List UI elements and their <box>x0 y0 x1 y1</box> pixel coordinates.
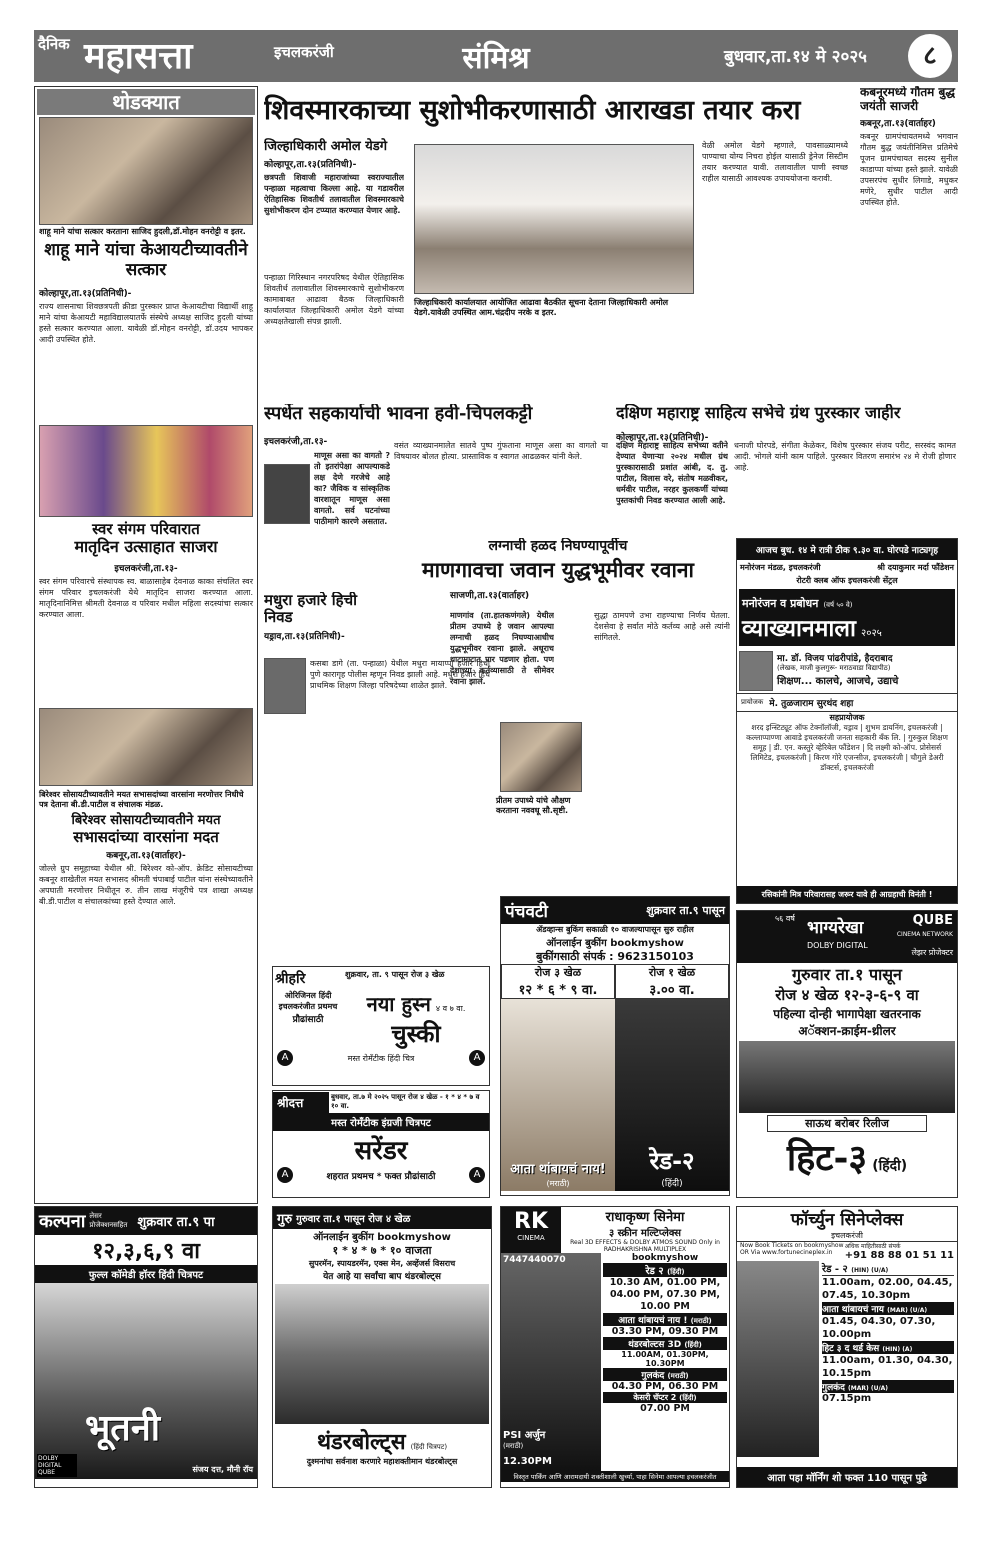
briefs-header: थोडक्यात <box>37 89 255 115</box>
lecture-banner <box>739 589 955 646</box>
madhura-headline: मधुरा हजारे हिची निवड <box>264 592 358 627</box>
sahakar-photo <box>264 464 310 524</box>
rk-m3: थंडरबोल्टस 3D <box>628 1340 682 1350</box>
bhagyarekha-line1: पहिल्या दोन्ही भागापेक्षा खतरनाक <box>773 1007 921 1021</box>
fortune-m1-times: 11.00am, 02.00, 04.45, 07.45, 10.30pm <box>822 1277 953 1301</box>
fortune-m2: आता थांबायचं नाय <box>822 1305 884 1315</box>
rk-m1-lang: (हिंदी) <box>667 1268 685 1276</box>
kabnur-headline: कबनूरमध्ये गौतम बुद्ध जयंती साजरी <box>860 86 955 113</box>
kalpana-sub: लेसर प्रोजेक्शनसहित <box>89 1212 128 1229</box>
lecture-co-label: सहप्रायोजक <box>829 713 865 722</box>
ad-fortune <box>736 1206 958 1488</box>
lecture-title: व्याख्यानमाला <box>742 615 856 642</box>
guru-line1: सुपरमॅन, स्पायडरमॅन, एक्स मेन, अव्हेंजर्स विसराच <box>308 1259 456 1268</box>
ad-bhagyarekha <box>736 910 958 1198</box>
madhura-photo <box>264 658 306 714</box>
sahitya-story <box>616 404 958 534</box>
rk-m1-times: 10.30 AM, 01.00 PM, 04.00 PM, 07.30 PM, 10.00 PM <box>609 1277 721 1312</box>
lead-story <box>264 86 850 400</box>
army-headline: माणगावचा जवान युद्धभूमीवर रवाना <box>422 557 694 583</box>
kabnur-story <box>860 86 958 396</box>
guru-lang: (हिंदी चित्रपट) <box>410 1443 448 1451</box>
fortune-m3-times: 11.00am, 01.30, 04.30, 10.15pm <box>822 1355 953 1379</box>
shridatta-foot: शहरात प्रथमच * फक्त प्रौढांसाठी <box>326 1171 436 1182</box>
lecture-pre: मनोरंजन व प्रबोधन <box>742 597 819 610</box>
brief1-dateline: कोल्हापूर,ता.१३(प्रतिनिधी)- <box>39 289 132 300</box>
lecture-org3: रोटरी क्लब ऑफ इचलकरंजी सेंट्रल <box>796 576 898 585</box>
panchavati-notice: ॲडव्हान्स बुकिंग सकाळी १० वाजल्यापासून सुरु राहील <box>536 925 694 934</box>
ad-panchavati <box>500 896 730 1196</box>
brief2-dateline: इचलकरंजी,ता.१३- <box>114 563 178 574</box>
ad-guru <box>272 1206 492 1488</box>
sahakar-body: माणूस असा का वागतो ? तो इतरांपेक्षा आपल्याकडे लक्ष देणे गरजेचे आहे का? जैविक व सांस्कृतिक वारशातून माणूस असा वागतो. सर्व घटनांच्या पाठीमागे कारणे असतात. <box>314 451 390 526</box>
lecture-year: २०२५ <box>861 628 882 639</box>
panchavati-m2-label: रोज १ खेळ <box>648 966 696 979</box>
rk-m5-times: 07.00 PM <box>640 1403 690 1414</box>
shrihari-name: श्रीहरि <box>275 971 306 987</box>
sahakar-headline: स्पर्धेत सहकार्याची भावना हवी-चिपलकट्टी <box>264 404 533 424</box>
fortune-m3: हिट ३ द थर्ड केस <box>822 1344 880 1354</box>
lecture-co: शरद इन्स्टिट्यूट ऑफ टेक्नॉलॉजी, यड्राव | शुभम डायनिंग, इचलकरंजी | कल्लाप्पाण्णा आवाडे इचलकरंजी जनता सहकारी बँक लि. | गुरुकुल शिक्षण समूह | डी. एन. कस्तुरे व्हेरिबेल फौंडेशन | दि लक्ष्मी को-ऑप. प्रोसेसर्स लिमिटेड, इचलकरंजी | किरण गोरे एजन्सीज, इचलकरंजी | चौगुले डेअरी डॉक्टर्स, इचलकरंजी <box>746 723 948 772</box>
panchavati-m1-lang: (मराठी) <box>546 1179 570 1188</box>
brief3-body: जोल्ले ग्रुप समूहाच्या येथील श्री. बिरेश्वर को-ऑप. क्रेडिट सोसायटीच्या कबनूर शाखेतील मयत सभासद श्रीमती चंपाबाई पाटील यांना संस्थेच्यावतीने अपघाती मरणोत्तर निधीतून रु. तीन लाख मंजूरीचे पत्र शाखा अध्यक्ष बी.डी.पाटील व संचालकांच्या हस्ते देण्यात आले. <box>39 863 253 906</box>
sahakar-dateline: इचलकरंजी,ता.१३- <box>264 437 328 447</box>
rk-m4-lang: (मराठी) <box>667 1372 689 1380</box>
fortune-m1: रेड - २ <box>822 1264 848 1275</box>
lecture-speaker: मा. डॉ. विजय पांढरीपांडे, हैदराबाद <box>777 654 893 664</box>
bhagyarekha-logo: QUBE <box>912 913 953 928</box>
lead-headline: शिवस्मारकाच्या सुशोभीकरणासाठी आराखडा तयार करा <box>264 95 801 126</box>
shrihari-a-right: A <box>469 1050 485 1066</box>
lead-dateline: कोल्हापूर,ता.१३(प्रतिनिधी)- <box>264 159 357 170</box>
panchavati-m1-label: रोज ३ खेळ <box>534 966 582 979</box>
bhagyarekha-poster <box>739 1041 955 1113</box>
rk-phone: 7447440070 <box>503 1255 566 1265</box>
rk-m1: रेड २ <box>645 1266 664 1277</box>
lecture-topic: शिक्षण... कालचे, आजचे, उद्याचे <box>777 676 899 687</box>
sahitya-headline: दक्षिण महाराष्ट्र साहित्य सभेचे ग्रंथ पुरस्कार जाहीर <box>616 404 901 422</box>
panchavati-poster1 <box>501 999 615 1191</box>
fortune-m4: गुलकंद <box>822 1383 845 1393</box>
brief2-headline1: स्वर संगम परिवारात <box>92 520 200 539</box>
brief3-caption: बिरेश्वर सोसायटीच्यावतीने मयत सभासदांच्या वारसांना मरणोत्तर निधीचे पत्र देताना बी.डी.पाटील व संचालक मंडळ. <box>39 789 244 809</box>
brief1-caption: शाहू माने यांचा सत्कार करताना साजिद हुदली,डॉ.मोहन वनरोट्टी व इतर. <box>39 227 246 236</box>
rk-m3-times: 11.00AM, 01.30PM, 10.30PM <box>621 1350 709 1368</box>
brief1-body: राज्य शासनाचा शिवछत्रपती क्रीडा पुरस्कार प्राप्त केआयटीचा विद्यार्थी शाहू माने यांचा केआयटी महाविद्यालयातर्फे संस्थेचे अध्यक्ष साजिद हुदली यांच्या हस्ते सत्कार करण्यात आला. यावेळी डॉ.मोहन वनरोट्टी, डॉ.उदय भापकर आदी उपस्थित होते. <box>39 302 253 345</box>
rk-m2: आता थांबायचं नाय ! <box>618 1316 688 1326</box>
section-title: संमिश्र <box>462 41 530 76</box>
rk-m6-lang: (मराठी) <box>503 1442 524 1450</box>
fortune-book: Now Book Tickets on bookmyshow <box>740 1242 844 1249</box>
army-kicker: लग्नाची हळद निघण्यापूर्वीच <box>488 538 628 554</box>
lecture-ad <box>736 538 958 904</box>
bhagyarekha-line2: अॅक्शन-क्राईम-थ्रीलर <box>798 1024 896 1038</box>
lecture-top: आजच बुध. १४ मे रात्री ठीक ९.३० वा. घोरपडे नाट्यगृह <box>737 539 957 560</box>
panchavati-m1: आता थांबायचं नाय! <box>510 1162 606 1177</box>
brief1-photo <box>39 117 253 225</box>
lecture-sponsor-label: प्रायोजक <box>741 698 764 706</box>
bhagyarekha-shows: रोज ४ खेळ १२-३-६-९ वा <box>775 986 919 1004</box>
bhagyarekha-day: गुरुवार ता.१ पासून <box>792 965 902 984</box>
shridatta-name: श्रीदत्त <box>273 1092 329 1113</box>
ad-shridatta <box>272 1090 490 1198</box>
kalpana-name: कल्पना <box>39 1211 86 1232</box>
madhura-dateline: यड्राव,ता.१३(प्रतिनिधी)- <box>264 631 345 642</box>
fortune-name: फॉर्च्युन सिनेप्लेक्स <box>790 1210 904 1230</box>
fortune-m3-lang: (HIN) (A) <box>882 1346 913 1353</box>
army-photo <box>500 722 582 792</box>
kalpana-day: शुक्रवार ता.९ पा <box>137 1215 215 1230</box>
fortune-city: इचलकरंजी <box>831 1231 863 1240</box>
fortune-poster <box>737 1261 819 1457</box>
shrihari-date: शुक्रवार, ता. ९ पासून रोज ३ खेळ <box>345 970 445 979</box>
masthead-date: बुधवार,ता.१४ मे २०२५ <box>724 47 868 67</box>
lecture-org1: मनोरंजन मंडळ, इचलकरंजी <box>740 563 821 572</box>
lead-body2: वेळी अमोल येडगे म्हणाले, पावसाळ्यामध्ये पाण्याचा योग्य निचरा होईल यासाठी ड्रेनेज सिस्टीम तयार करण्यात यावी. तलावातील पाणी स्वच्छ राहील यासाठी आवश्यक उपाययोजना करावी. <box>702 141 848 183</box>
panchavati-online: ऑनलाईन बुकींग bookmyshow <box>546 938 684 949</box>
shridatta-tag: मस्त रोमँटीक इंग्रजी चित्रपट <box>273 1113 489 1131</box>
fortune-m4-lang: (MAR) (U/A) <box>848 1385 889 1392</box>
lecture-footer: रसिकांनी मित्र परिवारासह जरूर यावे ही आग्रहाची विनंती ! <box>737 886 957 903</box>
masthead <box>34 30 958 82</box>
army-caption: प्रीतम उपाध्ये यांचे औक्षण करताना नववधू सौ.सृष्टी. <box>496 796 571 815</box>
panchavati-phone: बुकींगसाठी संपर्क : 9623150103 <box>536 950 694 963</box>
bhagyarekha-lang: (हिंदी) <box>872 1158 908 1174</box>
fortune-footer: आता पहा मॉर्निंग शो फक्त 110 पासून पुढे <box>737 1467 957 1487</box>
shridatta-a-left: A <box>277 1167 293 1183</box>
bhagyarekha-name: भाग्यरेखा <box>807 918 864 938</box>
lead-caption: जिल्हाधिकारी कार्यालयात आयोजित आढावा बैठकीत सूचना देताना जिल्हाधिकारी अमोल येडगे.यावेळी उपस्थित आम.चंद्रदीप नरके व इतर. <box>414 298 669 317</box>
guru-poster <box>275 1284 489 1424</box>
masthead-brand: महासत्ता <box>84 35 193 77</box>
bhagyarekha-laser: लेझर प्रोजेक्टर <box>911 948 953 957</box>
kabnur-body: कबनूर ग्रामपंचायतमध्ये भगवान गौतम बुद्ध जयंतीनिमित्त प्रतिमेचे पूजन ग्रामपंचायत सदस्य सुनील काडाप्पा यांच्या हस्ते झाले. यावेळी उपसरपंच सुधीर लिगाडे, मधुकर मणेरे, सुधीर पाटील आदी उपस्थित होते. <box>860 131 958 207</box>
army-dateline: साजणी,ता.१३(वार्ताहर) <box>450 591 530 602</box>
rk-m5: केसरी चॅप्टर 2 <box>633 1393 677 1402</box>
panchavati-m2-times: ३.०० वा. <box>649 983 695 998</box>
ad-shrihari <box>272 966 490 1086</box>
rk-m2-lang: (मराठी) <box>690 1317 712 1325</box>
rk-m5-lang: (हिंदी) <box>679 1394 697 1402</box>
bhagyarekha-dolby: DOLBY DIGITAL <box>807 941 868 950</box>
masthead-place: इचलकरंजी <box>274 43 334 61</box>
bhagyarekha-years: ५६ वर्ष <box>775 914 795 923</box>
army-body: माणगांव (ता.हातकणंगले) येथील प्रीतम उपाध्ये हे जवान आपल्या लग्नाची हळद निघण्याआधीच युद्धभूमीवर रवाना झाले. अधूराच थाटामाटात पार पडणार होता. पण देशाच्या कर्तव्यासाठी ते सीमेवर रवाना झाले. <box>450 611 554 686</box>
lecture-org2: श्री दयाकुमार मर्दा फौंडेशन <box>877 563 954 572</box>
fortune-m2-lang: (MAR) (U/A) <box>887 1307 928 1314</box>
brief3-headline1: बिरेश्वर सोसायटीच्यावतीने मयत <box>71 812 221 828</box>
lead-intro: छत्रपती शिवाजी महाराजांच्या स्वराज्यातील पन्हाळा महत्वाचा किल्ला आहे. या गडावरील ऐतिहासिक शिवतीर्थ तलावातील शिवस्मारकाचे सुशोभीकरण दोन टप्प्यात करण्यात येणार आहे. <box>264 172 404 215</box>
fortune-m4-times: 07.15pm <box>822 1393 872 1404</box>
rk-name: राधाकृष्ण सिनेमा <box>605 1210 685 1225</box>
panchavati-m2: रेड-२ <box>649 1147 695 1175</box>
guru-movie: थंडरबोल्ट्स <box>316 1429 406 1455</box>
brief3-photo <box>39 708 253 786</box>
sahakar-body2: वसंत व्याख्यानमालेत सातवे पुष्प गुंफताना माणूस असा का वागतो या विषयावर बोलत होत्या. प्रास्ताविक व स्वागत आढळकर यांनी केले. <box>394 441 608 461</box>
panchavati-name: पंचवटी <box>505 902 548 922</box>
fortune-contact: +91 88 88 01 51 11 <box>844 1250 954 1261</box>
sahitya-body: दक्षिण महाराष्ट्र साहित्य सभेच्या वतीने देण्यात येणाऱ्या २०२४ मधील ग्रंथ पुरस्कारासाठी प्रशांत आंबी, द. तु. पाटील, विलास वरे, संतोष मळवीकर, धर्मवीर पाटील, नरहर कुलकर्णी यांच्या पुस्तकांची निवड करण्यात आली आहे. <box>616 441 728 505</box>
shrihari-movie2: चुस्की <box>391 1020 441 1048</box>
masthead-daily: दैनिक <box>38 35 70 53</box>
kalpana-shows: १२,३,६,९ वा <box>92 1239 200 1264</box>
rk-logo-box <box>501 1207 561 1253</box>
rk-tech: Real 3D EFFECTS & DOLBY ATMOS SOUND Only in RADHAKRISHNA MULTIPLEX <box>570 1239 720 1253</box>
shrihari-times1: ४ व ७ वा. <box>435 1004 466 1013</box>
kalpana-cast: संजय दत्त, मौनी रॉय <box>192 1465 253 1474</box>
panchavati-m2-lang: (हिंदी) <box>661 1179 683 1189</box>
speaker-photo <box>739 651 773 691</box>
lecture-sponsor: मे. तुळजाराम सुरथंद शहा <box>769 699 854 709</box>
rk-sub: ३ स्क्रीन मल्टिप्लेक्स <box>608 1228 682 1239</box>
bhagyarekha-movie: हिट-३ <box>786 1137 868 1179</box>
shrihari-movie1: नया हुस्न <box>366 992 431 1016</box>
briefs-column <box>34 86 258 1204</box>
guru-online: ऑनलाईन बुकींग bookmyshow <box>313 1232 451 1243</box>
kalpana-logo: DOLBY DIGITAL QUBE <box>37 1454 77 1477</box>
lead-body: पन्हाळा गिरिस्थान नगरपरिषद येथील ऐतिहासिक शिवतीर्थ तलावातील शिवस्मारकाचे सुशोभीकरण कामाबाबत आढावा बैठक जिल्हाधिकारी कार्यालयात जिल्हाधिकारी अमोल येडगे यांच्या अध्यक्षतेखाली संपन्न झाली. <box>264 272 404 326</box>
brief3-headline2: सभासदांच्या वारसांना मदत <box>73 827 219 846</box>
shridatta-a-right: A <box>469 1167 485 1183</box>
guru-times: १ * ४ * ७ * १० वाजता <box>332 1244 432 1257</box>
ad-rk <box>500 1206 730 1488</box>
panchavati-day: शुक्रवार ता.९ पासून <box>646 904 725 917</box>
rk-m4-times: 04.30 PM, 06.30 PM <box>611 1381 719 1392</box>
shridatta-date: बुधवार, ता.७ मे २०२५ पासून रोज ४ खेळ - १ * ४ * ७ व १० वा. <box>331 1093 480 1110</box>
madhura-body: कसबा डागे (ता. पन्हाळा) येथील मधुरा मायाप्पा हजारे हिची पुणे कारागृह पोलीस म्हणून निवड झाली आहे. मधुरा हजारे हिचे प्राथमिक शिक्षण जिल्हा परिषदेच्या शाळेत झाले. <box>310 659 490 690</box>
rk-m2-times: 03.30 PM, 09.30 PM <box>611 1326 719 1337</box>
kalpana-poster <box>35 1283 257 1479</box>
kalpana-genre: फुल्ल कॉमेडी हॉरर हिंदी चित्रपट <box>35 1265 257 1283</box>
rk-online: bookmyshow <box>631 1253 699 1263</box>
shridatta-movie: सरेंडर <box>354 1136 408 1166</box>
panchavati-poster2 <box>615 999 729 1191</box>
lecture-edition: (वर्ष ५० वे) <box>823 601 853 609</box>
rk-logo-sub: CINEMA <box>517 1234 545 1242</box>
rk-m6: PSI अर्जुन <box>503 1430 546 1441</box>
brief2-body: स्वर संगम परिवारचे संस्थापक स्व. बाळासाहेब देवनाळ काका संचलित स्वर संगम परिवार इचलकरंजी येथे मातृदिन साजरा करण्यात आला. मातृदिनानिमित्त श्रीमती देवनाळ व परिवार मधील महिला सदस्यांचा सत्कार करण्यात आला. <box>39 576 253 619</box>
shrihari-a-left: A <box>277 1050 293 1066</box>
kabnur-dateline: कबनूर,ता.१३(वार्ताहर) <box>860 118 936 129</box>
rk-m4: गुलकंद <box>641 1371 665 1381</box>
rk-m6-times: 12.30PM <box>503 1456 552 1467</box>
fortune-site: OR Via www.fortunecineplex.in <box>740 1249 833 1256</box>
page-number: ८ <box>908 34 952 78</box>
bhagyarekha-logo-sub: CINEMA NETWORK <box>896 931 953 938</box>
ad-kalpana <box>34 1206 258 1488</box>
army-body2: सुद्धा ठामपणे उभा राहण्याचा निर्णय घेतला. देशसेवा हे सर्वात मोठे कर्तव्य आहे असे त्यांनी सांगितले. <box>594 611 730 642</box>
rk-foot: विस्तृत पार्किंग आणि आरामदायी शक्तीशाली खुर्च्या, पाहा सिनेमा आपल्या इचलकरंजीत <box>501 1471 729 1482</box>
lecture-speaker-note: (लेखक, माजी कुलगुरू- मराठवाडा विद्यापीठ) <box>777 664 891 672</box>
lead-photo <box>414 144 694 294</box>
guru-day: गुरुवार ता.१ पासून रोज ४ खेळ <box>296 1214 411 1225</box>
fortune-m2-times: 01.45, 04.30, 07.30, 10.00pm <box>822 1316 936 1340</box>
sahitya-body2: धनाजी घोरपडे, संगीता केळेकर, विशेष पुरस्कार संजय परीट, सरस्वंद कामत आदी. भोगले यांनी काम पाहिले. पुरस्कार वितरण समारंभ २४ मे रोजी होणार आहे. <box>734 441 956 472</box>
kalpana-movie: भूतनी <box>85 1407 161 1449</box>
fortune-m1-lang: (HIN) (U/A) <box>851 1267 889 1274</box>
guru-name: गुरु <box>277 1212 293 1227</box>
rk-m3-lang: (हिंदी) <box>684 1341 702 1349</box>
guru-tagline: दुश्मनांचा सर्वनाश करणारे महाशक्तीमान थंडरबोल्ट्स <box>306 1457 458 1466</box>
brief3-dateline: कबनूर,ता.१३(वार्ताहर)- <box>106 850 186 861</box>
army-story <box>386 538 730 892</box>
fortune-contact-label: अधिक माहितीसाठी संपर्क <box>844 1243 901 1250</box>
brief1-headline: शाहू माने यांचा केआयटीच्यावतीने सत्कार <box>44 240 248 280</box>
guru-line2: येत आहे या सर्वांचा बाप थंडरबोल्ट्स <box>323 1272 441 1282</box>
rk-logo: RK <box>514 1209 548 1234</box>
brief2-headline2: मातृदिन उत्साहात साजरा <box>74 537 218 557</box>
shrihari-tag: ओरिजिनल हिंदी इचलकरंजीत प्रथमच <box>278 991 338 1011</box>
shrihari-note: मस्त रोमँटीक हिंदी चित्र <box>347 1053 415 1063</box>
sahitya-dateline: कोल्हापूर,ता.१३(प्रतिनिधी)- <box>616 433 709 443</box>
shrihari-adult: प्रौढांसाठी <box>292 1015 324 1025</box>
panchavati-m1-times: १२ * ६ * ९ वा. <box>518 983 598 998</box>
bhagyarekha-south: साऊथ बरोबर रिलीज <box>767 1115 927 1132</box>
brief2-photo <box>39 425 253 517</box>
lead-subhead: जिल्हाधिकारी अमोल येडगे <box>264 139 388 154</box>
